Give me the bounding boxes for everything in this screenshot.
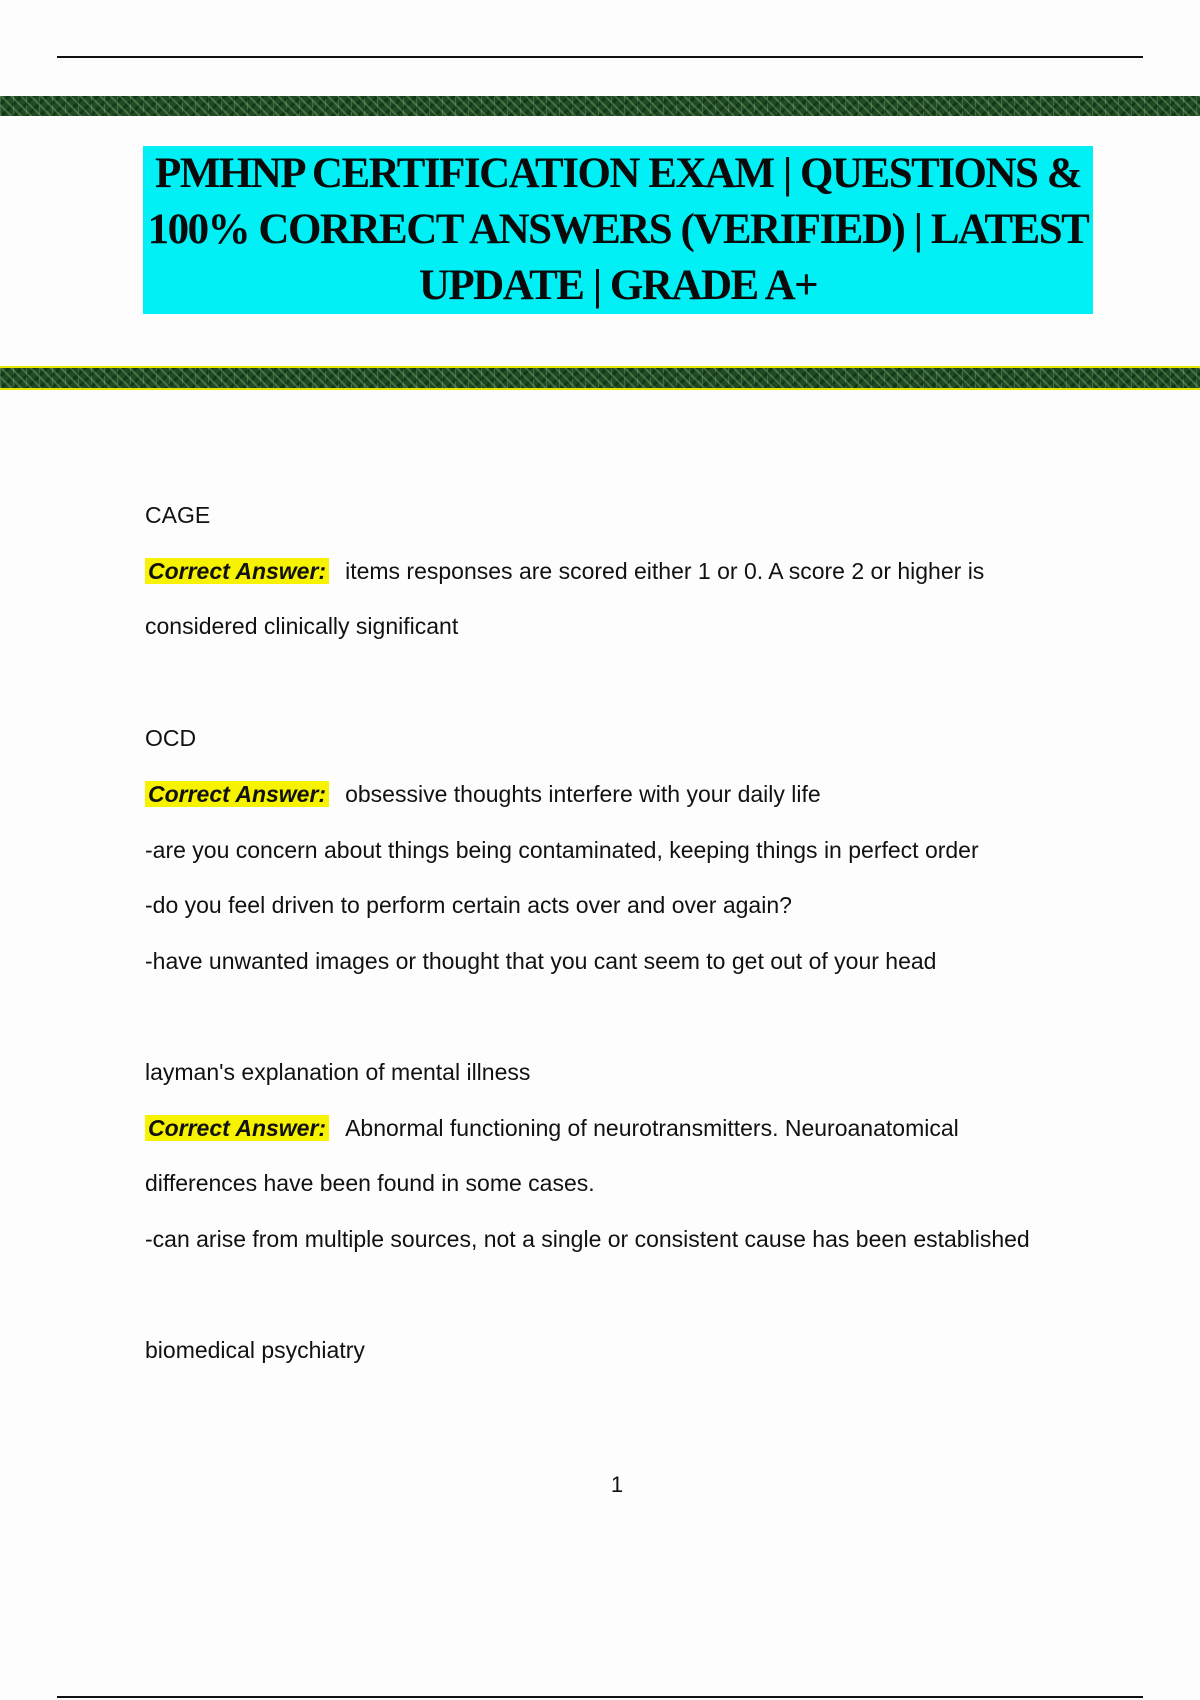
decorative-band-top: [0, 96, 1200, 116]
answer-continuation: -do you feel driven to perform certain acts over and over again?: [145, 892, 792, 918]
question-text: biomedical psychiatry: [145, 1337, 365, 1363]
answer-text: items responses are scored either 1 or 0. A score 2 or higher is: [345, 558, 985, 584]
title-banner: [143, 146, 1093, 314]
question-text: layman's explanation of mental illness: [145, 1059, 531, 1085]
answer-line: [145, 779, 821, 809]
page-number: 1: [610, 1472, 624, 1497]
question-text: CAGE: [145, 502, 211, 528]
decorative-band-bottom: [0, 366, 1200, 390]
answer-line: [145, 1113, 959, 1143]
answer-continuation: considered clinically significant: [145, 613, 459, 639]
document-title: PMHNP CERTIFICATION EXAM | QUESTIONS & 100% CORRECT ANSWERS (VERIFIED) | LATEST UPDATE | GRADE A+: [147, 150, 1089, 309]
answer-continuation: differences have been found in some cases.: [145, 1170, 595, 1196]
answer-line: [145, 556, 984, 586]
correct-answer-label: Correct Answer:: [145, 558, 329, 584]
correct-answer-label: Correct Answer:: [145, 781, 329, 807]
answer-continuation: -can arise from multiple sources, not a single or consistent cause has been established: [145, 1226, 1030, 1252]
header-rule: [57, 56, 1143, 58]
answer-continuation: -are you concern about things being contaminated, keeping things in perfect order: [145, 837, 979, 863]
correct-answer-label: Correct Answer:: [145, 1115, 329, 1141]
answer-continuation: -have unwanted images or thought that you cant seem to get out of your head: [145, 948, 937, 974]
answer-text: obsessive thoughts interfere with your daily life: [345, 781, 821, 807]
footer-rule: [57, 1696, 1143, 1698]
answer-text: Abnormal functioning of neurotransmitters. Neuroanatomical: [345, 1115, 959, 1141]
question-text: OCD: [145, 725, 197, 751]
